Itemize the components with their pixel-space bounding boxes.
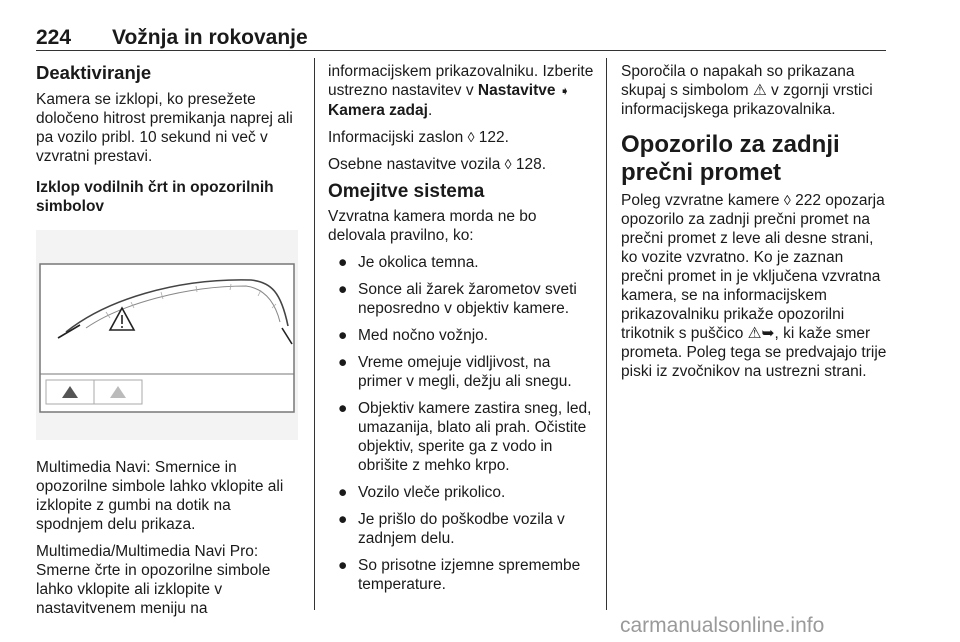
camera-display-illustration bbox=[36, 230, 298, 440]
paragraph: Multimedia/Multimedia Navi Pro: Smerne črte in opozorilne simbole lahko vklopite ali izklopite v nastavitvenem meniju na bbox=[36, 543, 271, 617]
page-reference-icon: ◊ bbox=[504, 156, 512, 172]
list-item: ● Vozilo vleče prikolico. bbox=[338, 484, 506, 501]
list-item: ● Je prišlo do poškodbe vozila v zadnjem delu. bbox=[338, 511, 565, 547]
cross-reference-personal-settings: Osebne nastavitve vozila ◊ 128. bbox=[328, 156, 547, 173]
column-divider-2 bbox=[606, 58, 607, 610]
warning-triangle-arrow-icon: ⚠➥ bbox=[747, 325, 775, 342]
column-1 bbox=[36, 62, 302, 626]
bullet-icon: ● bbox=[338, 484, 348, 501]
list-item: ● Sonce ali žarek žarometov sveti neposredno v objektiv kamere. bbox=[338, 281, 577, 317]
bullet-icon: ● bbox=[338, 511, 348, 528]
list-item: ● Je okolica temna. bbox=[338, 254, 479, 271]
paragraph-settings: informacijskem prikazovalniku. Izberite ustrezno nastavitev v Nastavitve ➧ Kamera zadaj. bbox=[328, 63, 594, 119]
bullet-icon: ● bbox=[338, 557, 348, 574]
page-reference-icon: ◊ bbox=[783, 192, 791, 208]
paragraph-intro: Vzvratna kamera morda ne bo delovala pravilno, ko: bbox=[328, 208, 537, 244]
page-header bbox=[36, 26, 886, 48]
paragraph-rear-cross-traffic: Poleg vzvratne kamere ◊ 222 opozarja opozorilo za zadnji prečni promet na prečni promet z leve ali desne strani, ko vozite vzvratno. Ko je zaznan prečni promet in je vključena vzvratna kamera, se na informacijskem prikazovalniku prikaže opozorilni trikotnik s puščico ⚠➥, ki kaže smer prometa. Poleg tega se predvajajo trije piski iz zvočnikov na ustrezni strani. bbox=[621, 192, 887, 380]
cross-reference-info-display: Informacijski zaslon ◊ 122. bbox=[328, 129, 509, 146]
menu-item-settings: Nastavitve bbox=[477, 82, 556, 99]
page-reference-icon: ◊ bbox=[467, 129, 475, 145]
bullet-icon: ● bbox=[338, 254, 348, 271]
column-3 bbox=[621, 62, 887, 389]
chapter-title: Vožnja in rokovanje bbox=[112, 26, 308, 49]
list-item: ● Med nočno vožnjo. bbox=[338, 327, 489, 344]
bullet-icon: ● bbox=[338, 400, 348, 417]
page-number: 224 bbox=[36, 26, 72, 49]
column-2 bbox=[328, 62, 594, 602]
menu-item-rear-camera: Kamera zadaj bbox=[328, 102, 428, 119]
section-heading-system-limits: Omejitve sistema bbox=[328, 181, 485, 202]
paragraph: Multimedia Navi: Smernice in opozorilne simbole lahko vklopite ali izklopite z gumbi na dotik na spodnjem delu prikaza. bbox=[36, 459, 284, 533]
section-heading-rear-cross-traffic: Opozorilo za zadnji prečni promet bbox=[621, 131, 840, 186]
list-item: ● Vreme omejuje vidljivost, na primer v megli, dežju ali snegu. bbox=[338, 354, 572, 390]
bullet-icon: ● bbox=[338, 354, 348, 371]
paragraph-error-messages: Sporočila o napakah so prikazana skupaj s simbolom ⚠ v zgornji vrstici informacijskega prikazovalnika. bbox=[621, 63, 873, 118]
bullet-icon: ● bbox=[338, 281, 348, 298]
column-divider-1 bbox=[314, 58, 315, 610]
list-item: ● So prisotne izjemne spremembe temperature. bbox=[338, 557, 581, 593]
list-item: ● Objektiv kamere zastira sneg, led, umazanija, blato ali prah. Očistite objektiv, sperite ga z vodo in obrišite z mehko krpo. bbox=[338, 400, 592, 474]
menu-arrow-icon: ➧ bbox=[559, 84, 570, 98]
warning-triangle-icon: ⚠ bbox=[752, 82, 767, 99]
paragraph: Kamera se izklopi, ko presežete določeno hitrost premikanja naprej ali pa vozilo pribl. 10 sekund ni več v vzvratni prestavi. bbox=[36, 91, 293, 165]
section-heading-deactivation: Deaktiviranje bbox=[36, 62, 152, 83]
camera-display-figure bbox=[36, 230, 298, 440]
subsection-heading: Izklop vodilnih črt in opozorilnih simbolov bbox=[36, 179, 274, 215]
header-rule bbox=[36, 50, 886, 51]
limitations-list bbox=[328, 253, 594, 594]
bullet-icon: ● bbox=[338, 327, 348, 344]
watermark: carmanualsonline.info bbox=[620, 614, 825, 637]
